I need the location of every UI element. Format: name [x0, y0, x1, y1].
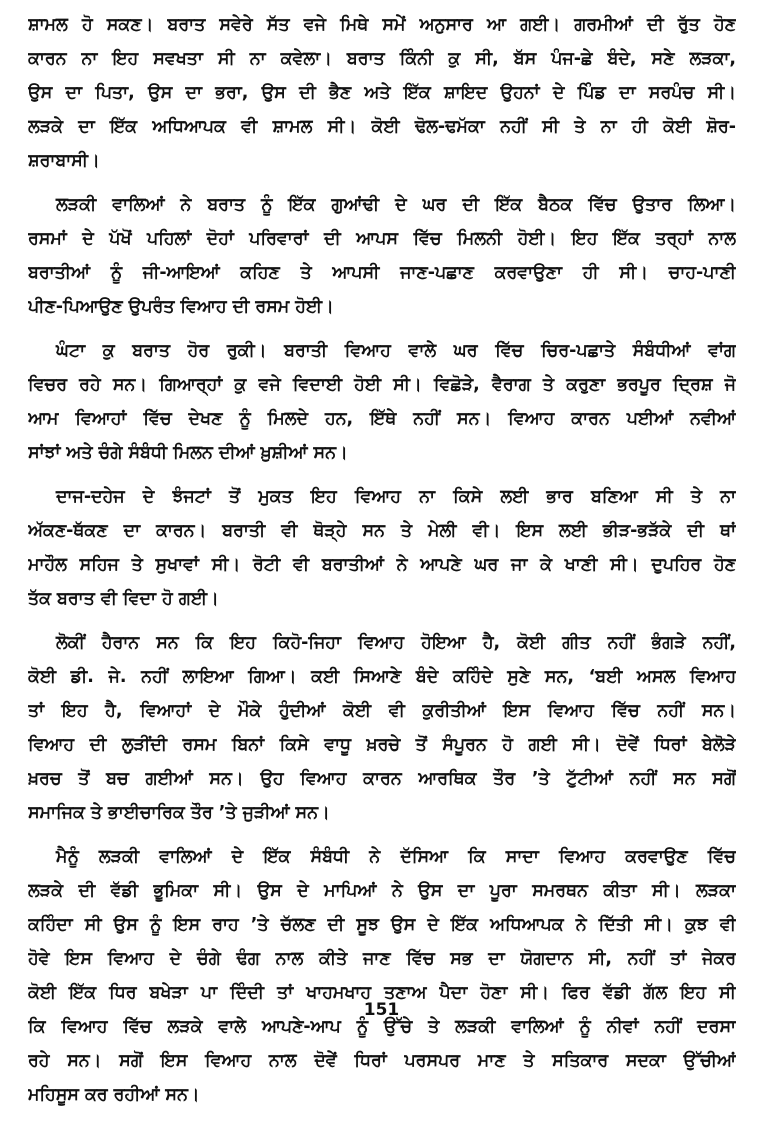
text-line: ਪੀਣ-ਪਿਆਉਣ ਉਪਰੰਤ ਵਿਆਹ ਦੀ ਰਸਮ ਹੋਈ।	[28, 297, 334, 317]
paragraph-4	[28, 480, 736, 616]
text-line: ਕਹਿੰਦਾ ਸੀ ਉਸ ਨੂੰ ਇਸ ਰਾਹ ’ਤੇ ਚੱਲਣ ਦੀ ਸੂਝ ਉਸ ਦੇ ਇੱਕ ਅਧਿਆਪਕ ਨੇ ਦਿੱਤੀ ਸੀ। ਕੁਝ ਵੀ	[28, 915, 736, 935]
text-line: ਮਹਿਸੂਸ ਕਰ ਰਹੀਆਂ ਸਨ।	[28, 1085, 200, 1105]
page-number: 151	[363, 1000, 400, 1020]
text-line: ਲੋਕੀਂ ਹੈਰਾਨ ਸਨ ਕਿ ਇਹ ਕਿਹੋ-ਜਿਹਾ ਵਿਆਹ ਹੋਇਆ ਹੈ, ਕੋਈ ਗੀਤ ਨਹੀਂ ਭੰਗੜੇ ਨਹੀਂ,	[56, 633, 736, 653]
text-line: ਘੰਟਾ ਕੁ ਬਰਾਤ ਹੋਰ ਰੁਕੀ। ਬਰਾਤੀ ਵਿਆਹ ਵਾਲੇ ਘਰ ਵਿੱਚ ਚਿਰ-ਪਛਾਤੇ ਸੰਬੰਧੀਆਂ ਵਾਂਗ	[56, 341, 736, 361]
paragraph-2	[28, 188, 736, 324]
text-line: ਕਿ ਵਿਆਹ ਵਿੱਚ ਲੜਕੇ ਵਾਲੇ ਆਪਣੇ-ਆਪ ਨੂੰ ਉੱਚੇ ਤੇ ਲੜਕੀ ਵਾਲਿਆਂ ਨੂੰ ਨੀਵਾਂ ਨਹੀਂ ਦਰਸਾ	[28, 1017, 736, 1037]
text-line: ਤਾਂ ਇਹ ਹੈ, ਵਿਆਹਾਂ ਦੇ ਮੌਕੇ ਹੁੰਦੀਆਂ ਕੋਈ ਵੀ ਕੁਰੀਤੀਆਂ ਇਸ ਵਿਆਹ ਵਿੱਚ ਨਹੀਂ ਸਨ।	[28, 701, 736, 721]
text-line: ਸ਼ਾਮਲ ਹੋ ਸਕਣ। ਬਰਾਤ ਸਵੇਰੇ ਸੱਤ ਵਜੇ ਮਿਥੇ ਸਮੇਂ ਅਨੁਸਾਰ ਆ ਗਈ। ਗਰਮੀਆਂ ਦੀ ਰੁੱਤ ਹੋਣ	[28, 15, 736, 35]
text-line: ਸਮਾਜਿਕ ਤੇ ਭਾਈਚਾਰਿਕ ਤੌਰ ’ਤੇ ਜੁੜੀਆਂ ਸਨ।	[28, 803, 330, 823]
text-line: ਬਰਾਤੀਆਂ ਨੂੰ ਜੀ-ਆਇਆਂ ਕਹਿਣ ਤੇ ਆਪਸੀ ਜਾਣ-ਪਛਾਣ ਕਰਵਾਉਣਾ ਹੀ ਸੀ। ਚਾਹ-ਪਾਣੀ	[28, 263, 736, 283]
text-line: ਆਮ ਵਿਆਹਾਂ ਵਿੱਚ ਦੇਖਣ ਨੂੰ ਮਿਲਦੇ ਹਨ, ਇੱਥੇ ਨਹੀਂ ਸਨ। ਵਿਆਹ ਕਾਰਨ ਪਈਆਂ ਨਵੀਆਂ	[28, 409, 736, 429]
text-line: ਕੋਈ ਇੱਕ ਧਿਰ ਬਖੇੜਾ ਪਾ ਦਿੰਦੀ ਤਾਂ ਖਾਹਮਖਾਹ ਤਣਾਅ ਪੈਦਾ ਹੋਣਾ ਸੀ। ਫਿਰ ਵੱਡੀ ਗੱਲ ਇਹ ਸੀ	[28, 983, 736, 1003]
paragraph-3	[28, 334, 736, 470]
text-line: ਰਸਮਾਂ ਦੇ ਪੱਖੋਂ ਪਹਿਲਾਂ ਦੋਹਾਂ ਪਰਿਵਾਰਾਂ ਦੀ ਆਪਸ ਵਿੱਚ ਮਿਲਨੀ ਹੋਈ। ਇਹ ਇੱਕ ਤਰ੍ਹਾਂ ਨਾਲ	[28, 229, 736, 249]
text-line: ਲੜਕੀ ਵਾਲਿਆਂ ਨੇ ਬਰਾਤ ਨੂੰ ਇੱਕ ਗੁਆਂਢੀ ਦੇ ਘਰ ਦੀ ਇੱਕ ਬੈਠਕ ਵਿੱਚ ਉਤਾਰ ਲਿਆ।	[56, 195, 736, 215]
text-line: ਵਿਆਹ ਦੀ ਲੁੜੀਂਦੀ ਰਸਮ ਬਿਨਾਂ ਕਿਸੇ ਵਾਧੂ ਖ਼ਰਚੇ ਤੋਂ ਸੰਪੂਰਨ ਹੋ ਗਈ ਸੀ। ਦੋਵੇਂ ਧਿਰਾਂ ਬੇਲੋੜੇ	[28, 735, 736, 755]
paragraph-1	[28, 8, 736, 178]
document-page	[28, 8, 736, 1122]
text-line: ਅੱਕਣ-ਥੱਕਣ ਦਾ ਕਾਰਨ। ਬਰਾਤੀ ਵੀ ਥੋੜ੍ਹੇ ਸਨ ਤੇ ਮੇਲੀ ਵੀ। ਇਸ ਲਈ ਭੀੜ-ਭੜੱਕੇ ਦੀ ਥਾਂ	[28, 521, 736, 541]
text-line: ਕੋਈ ਡੀ. ਜੇ. ਨਹੀਂ ਲਾਇਆ ਗਿਆ। ਕਈ ਸਿਆਣੇ ਬੰਦੇ ਕਹਿੰਦੇ ਸੁਣੇ ਸਨ, ‘ਬਈ ਅਸਲ ਵਿਆਹ	[28, 667, 736, 687]
text-line: ਖ਼ਰਚ ਤੋਂ ਬਚ ਗਈਆਂ ਸਨ। ਉਹ ਵਿਆਹ ਕਾਰਨ ਆਰਥਿਕ ਤੌਰ ’ਤੇ ਟੁੱਟੀਆਂ ਨਹੀਂ ਸਨ ਸਗੋਂ	[28, 769, 736, 789]
text-line: ਦਾਜ-ਦਹੇਜ ਦੇ ਝੰਜਟਾਂ ਤੋਂ ਮੁਕਤ ਇਹ ਵਿਆਹ ਨਾ ਕਿਸੇ ਲਈ ਭਾਰ ਬਣਿਆ ਸੀ ਤੇ ਨਾ	[56, 487, 736, 507]
text-line: ਲੜਕੇ ਦਾ ਇੱਕ ਅਧਿਆਪਕ ਵੀ ਸ਼ਾਮਲ ਸੀ। ਕੋਈ ਢੋਲ-ਢਮੱਕਾ ਨਹੀਂ ਸੀ ਤੇ ਨਾ ਹੀ ਕੋਈ ਸ਼ੋਰ-	[28, 117, 736, 137]
paragraph-6	[28, 840, 736, 1112]
text-line: ਉਸ ਦਾ ਪਿਤਾ, ਉਸ ਦਾ ਭਰਾ, ਉਸ ਦੀ ਭੈਣ ਅਤੇ ਇੱਕ ਸ਼ਾਇਦ ਉਹਨਾਂ ਦੇ ਪਿੰਡ ਦਾ ਸਰਪੰਚ ਸੀ।	[28, 83, 736, 103]
text-line: ਕਾਰਨ ਨਾ ਇਹ ਸਵਖਤਾ ਸੀ ਨਾ ਕਵੇਲਾ। ਬਰਾਤ ਕਿੰਨੀ ਕੁ ਸੀ, ਬੱਸ ਪੰਜ-ਛੇ ਬੰਦੇ, ਸਣੇ ਲੜਕਾ,	[28, 49, 736, 69]
text-line: ਮੈਨੂੰ ਲੜਕੀ ਵਾਲਿਆਂ ਦੇ ਇੱਕ ਸੰਬੰਧੀ ਨੇ ਦੱਸਿਆ ਕਿ ਸਾਦਾ ਵਿਆਹ ਕਰਵਾਉਣ ਵਿੱਚ	[56, 847, 736, 867]
text-line: ਸਾਂਝਾਂ ਅਤੇ ਚੰਗੇ ਸੰਬੰਧੀ ਮਿਲਨ ਦੀਆਂ ਖ਼ੁਸ਼ੀਆਂ ਸਨ।	[28, 443, 348, 463]
text-line: ਤੱਕ ਬਰਾਤ ਵੀ ਵਿਦਾ ਹੋ ਗਈ।	[28, 589, 219, 609]
paragraph-5	[28, 626, 736, 830]
text-line: ਰਹੇ ਸਨ। ਸਗੋਂ ਇਸ ਵਿਆਹ ਨਾਲ ਦੋਵੇਂ ਧਿਰਾਂ ਪਰਸਪਰ ਮਾਣ ਤੇ ਸਤਿਕਾਰ ਸਦਕਾ ਉੱਚੀਆਂ	[28, 1051, 736, 1071]
text-line: ਮਾਹੌਲ ਸਹਿਜ ਤੇ ਸੁਖਾਵਾਂ ਸੀ। ਰੋਟੀ ਵੀ ਬਰਾਤੀਆਂ ਨੇ ਆਪਣੇ ਘਰ ਜਾ ਕੇ ਖਾਣੀ ਸੀ। ਦੁਪਹਿਰ ਹੋਣ	[28, 555, 736, 575]
text-line: ਵਿਚਰ ਰਹੇ ਸਨ। ਗਿਆਰ੍ਹਾਂ ਕੁ ਵਜੇ ਵਿਦਾਈ ਹੋਈ ਸੀ। ਵਿਛੋੜੇ, ਵੈਰਾਗ ਤੇ ਕਰੁਣਾ ਭਰਪੂਰ ਦ੍ਰਿਸ਼ ਜੋ	[28, 375, 736, 395]
text-line: ਲੜਕੇ ਦੀ ਵੱਡੀ ਭੂਮਿਕਾ ਸੀ। ਉਸ ਦੇ ਮਾਪਿਆਂ ਨੇ ਉਸ ਦਾ ਪੂਰਾ ਸਮਰਥਨ ਕੀਤਾ ਸੀ। ਲੜਕਾ	[28, 881, 736, 901]
text-line: ਸ਼ਰਾਬਾਸੀ।	[28, 151, 100, 171]
text-line: ਹੋਵੇ ਇਸ ਵਿਆਹ ਦੇ ਚੰਗੇ ਢੰਗ ਨਾਲ ਕੀਤੇ ਜਾਣ ਵਿੱਚ ਸਭ ਦਾ ਯੋਗਦਾਨ ਸੀ, ਨਹੀਂ ਤਾਂ ਜੇਕਰ	[28, 949, 736, 969]
